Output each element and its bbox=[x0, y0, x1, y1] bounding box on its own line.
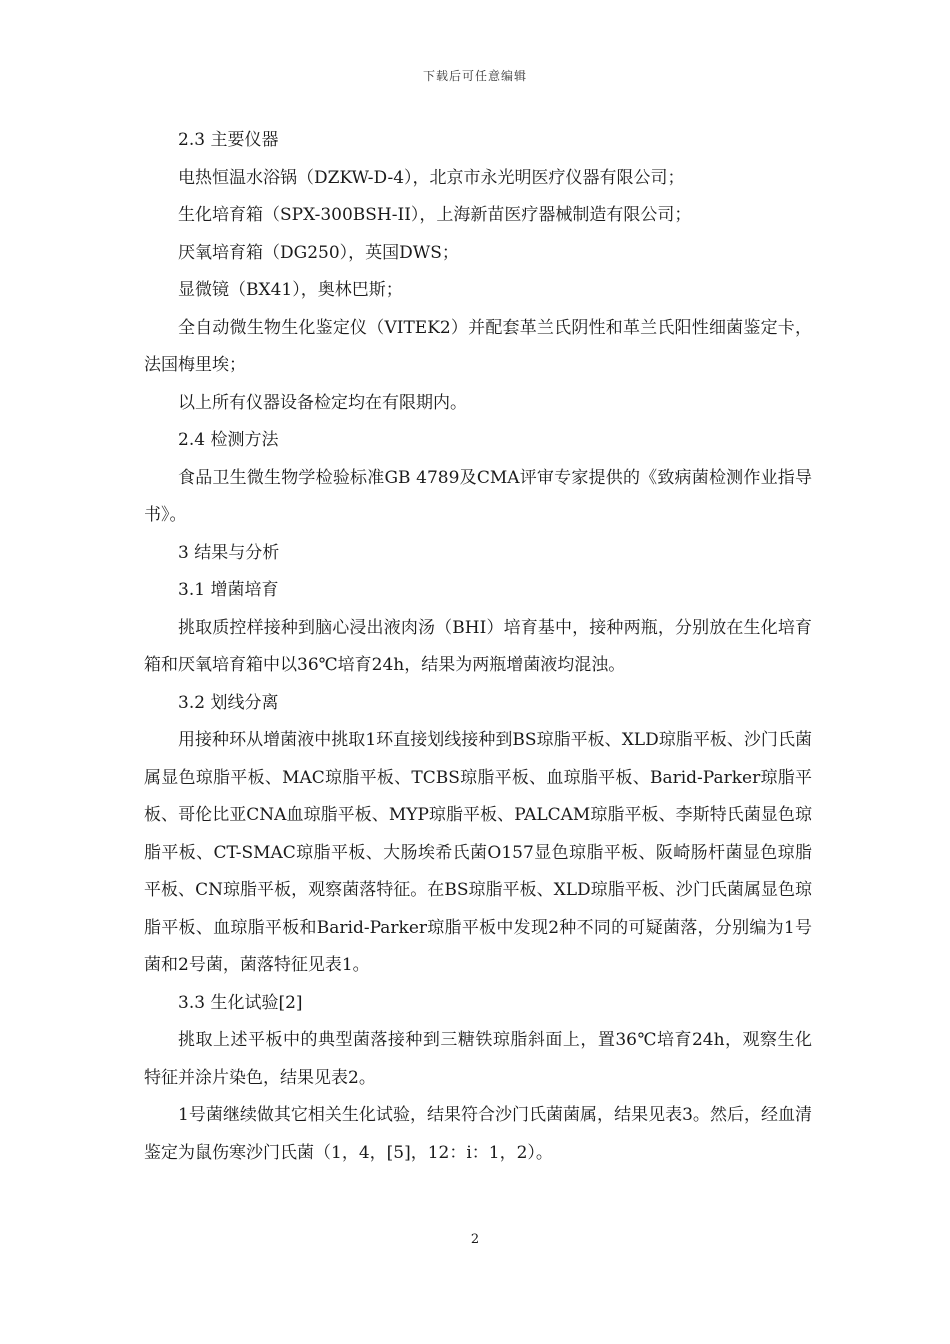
instrument-note: 以上所有仪器设备检定均在有限期内。 bbox=[178, 392, 467, 413]
section-text-3-1: 挑取质控样接种到脑心浸出液肉汤（BHI）培育基中，接种两瓶，分别放在生化培育箱和厌氧培育箱中以36℃培育24h，结果为两瓶增菌液均混浊。 bbox=[144, 617, 812, 675]
section-text-3-3-b: 1号菌继续做其它相关生化试验，结果符合沙门氏菌菌属，结果见表3。然后，经血清鉴定为鼠伤寒沙门氏菌（1，4，[5]，12：i：1，2）。 bbox=[144, 1105, 812, 1163]
instrument-item: 电热恒温水浴锅（DZKW-D-4），北京市永光明医疗仪器有限公司； bbox=[178, 167, 685, 188]
section-heading-2-4: 2.4 检测方法 bbox=[178, 430, 279, 450]
section-heading-3: 3 结果与分析 bbox=[178, 542, 280, 563]
page-number: 2 bbox=[470, 1232, 480, 1247]
instrument-item: 生化培育箱（SPX-300BSH-II），上海新苗医疗器械制造有限公司； bbox=[178, 205, 692, 225]
instrument-item: 厌氧培育箱（DG250），英国DWS； bbox=[178, 242, 459, 263]
instrument-item: 显微镜（BX41），奥林巴斯； bbox=[178, 280, 403, 300]
document-body bbox=[144, 122, 812, 1172]
section-text-3-3-a: 挑取上述平板中的典型菌落接种到三糖铁琼脂斜面上，置36℃培育24h，观察生化特征并涂片染色，结果见表2。 bbox=[144, 1030, 812, 1088]
section-text-2-4: 食品卫生微生物学检验标准GB 4789及CMA评审专家提供的《致病菌检测作业指导书》。 bbox=[144, 467, 812, 525]
section-text-3-2: 用接种环从增菌液中挑取1环直接划线接种到BS琼脂平板、XLD琼脂平板、沙门氏菌属显色琼脂平板、MAC琼脂平板、TCBS琼脂平板、血琼脂平板、Barid-Parker琼脂平板、哥伦比亚CNA血琼脂平板、MYP琼脂平板、PALCAM琼脂平板、李斯特氏菌显色琼脂平板、CT-SMAC琼脂平板、大肠埃希氏菌O157显色琼脂平板、阪崎肠杆菌显色琼脂平板、CN琼脂平板，观察菌落特征。在BS琼脂平板、XLD琼脂平板、沙门氏菌属显色琼脂平板、血琼脂平板和Barid-Parker琼脂平板中发现2种不同的可疑菌落，分别编为1号菌和2号菌，菌落特征见表1。 bbox=[144, 730, 812, 975]
page-header-watermark: 下载后可任意编辑 bbox=[422, 69, 527, 83]
section-heading-2-3: 2.3 主要仪器 bbox=[178, 130, 279, 150]
instrument-item: 全自动微生物生化鉴定仪（VITEK2）并配套革兰氏阴性和革兰氏阳性细菌鉴定卡，法国梅里埃； bbox=[144, 317, 812, 375]
section-heading-3-2: 3.2 划线分离 bbox=[178, 692, 279, 713]
section-heading-3-1: 3.1 增菌培育 bbox=[178, 580, 279, 600]
section-heading-3-3: 3.3 生化试验[2] bbox=[178, 992, 303, 1013]
